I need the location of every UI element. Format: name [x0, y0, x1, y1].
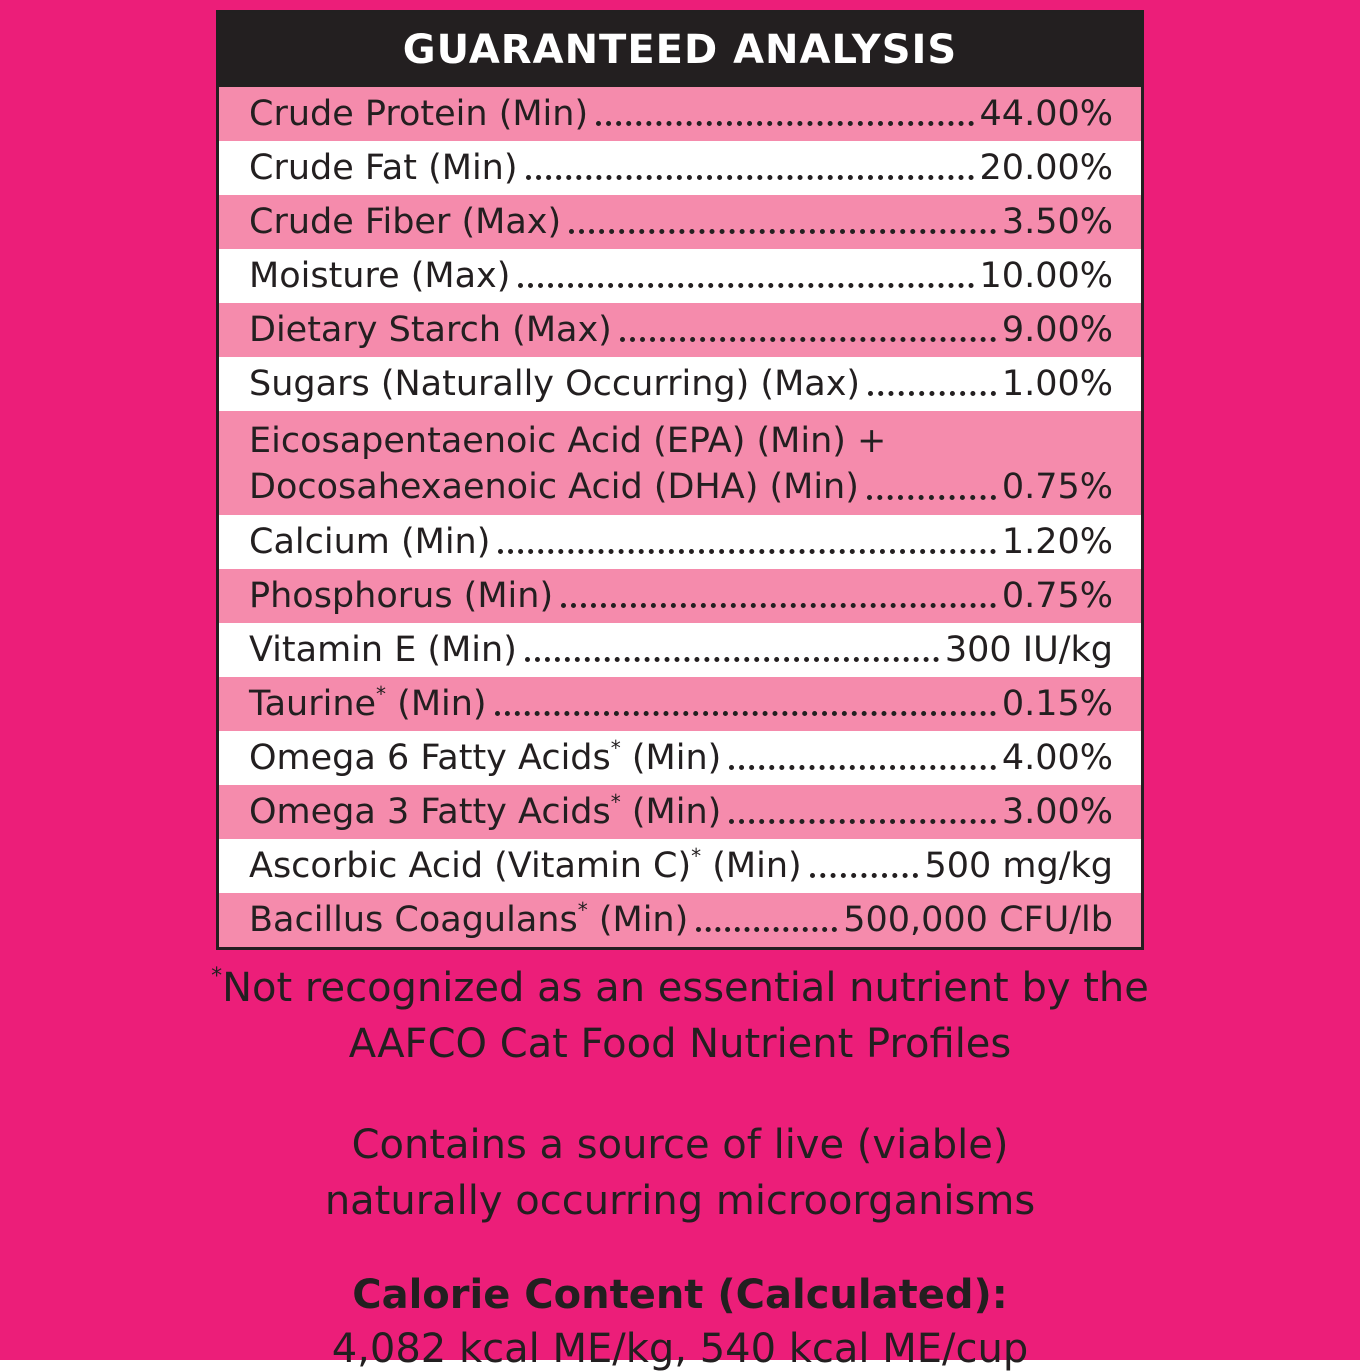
- panel-title: GUARANTEED ANALYSIS: [219, 13, 1141, 87]
- nutrient-label-line1: Eicosapentaenoic Acid (EPA) (Min) +: [249, 421, 887, 461]
- nutrient-qualifier: (Min): [620, 792, 722, 832]
- dot-leader: [596, 121, 973, 126]
- nutrient-value: 3.50%: [1001, 202, 1113, 242]
- nutrient-qualifier: (Min): [620, 738, 722, 778]
- dot-leader: [729, 819, 996, 824]
- nutrient-label: Moisture (Max): [249, 256, 511, 296]
- analysis-row-crude-fiber: [219, 195, 1141, 249]
- analysis-row-epa-dha: [219, 411, 1141, 515]
- nutrient-label: Vitamin E (Min): [249, 630, 517, 670]
- nutrient-label: Crude Fat (Min): [249, 148, 518, 188]
- footnote-line1: [150, 960, 1210, 1016]
- nutrient-label: Sugars (Naturally Occurring) (Max): [249, 364, 861, 404]
- footnote-text: Not recognized as an essential nutrient by the: [222, 965, 1149, 1011]
- nutrient-label: [249, 683, 487, 725]
- nutrient-value: 300 IU/kg: [944, 630, 1113, 670]
- dot-leader: [620, 337, 996, 342]
- nutrient-label: [249, 899, 688, 941]
- nutrient-value: 1.20%: [1001, 522, 1113, 562]
- nutrient-value: 0.75%: [1001, 467, 1113, 507]
- nutrient-value: 500 mg/kg: [924, 846, 1113, 886]
- nutrient-label-line2: Docosahexaenoic Acid (DHA) (Min): [249, 467, 859, 507]
- analysis-row-crude-fat: [219, 141, 1141, 195]
- dot-leader: [495, 711, 996, 716]
- dot-leader: [518, 283, 973, 288]
- dot-leader: [526, 175, 974, 180]
- asterisk-mark: *: [211, 964, 223, 989]
- nutrient-value: 20.00%: [979, 148, 1113, 188]
- dot-leader: [867, 495, 996, 500]
- analysis-rows: [219, 87, 1141, 947]
- calorie-content-value: 4,082 kcal ME/kg, 540 kcal ME/cup: [331, 1326, 1029, 1372]
- nutrient-label: Crude Protein (Min): [249, 94, 589, 134]
- nutrient-name: Omega 6 Fatty Acids: [249, 738, 611, 778]
- probiotic-note: [150, 1117, 1210, 1229]
- dot-leader: [868, 391, 996, 396]
- nutrient-name: Bacillus Coagulans: [249, 900, 578, 940]
- nutrient-line2: [249, 465, 1113, 509]
- aafco-footnote: [150, 960, 1210, 1072]
- nutrient-value: 44.00%: [979, 94, 1113, 134]
- nutrient-qualifier: (Min): [587, 900, 689, 940]
- guaranteed-analysis-panel: [216, 10, 1144, 950]
- probiotic-line2: naturally occurring microorganisms: [324, 1178, 1036, 1224]
- probiotic-line1: Contains a source of live (viable): [351, 1122, 1009, 1168]
- nutrient-qualifier: (Min): [386, 684, 487, 724]
- dot-leader: [498, 549, 995, 554]
- analysis-row-bacillus-coagulans: [219, 893, 1141, 947]
- analysis-row-ascorbic-acid: [219, 839, 1141, 893]
- nutrient-name: Omega 3 Fatty Acids: [249, 792, 611, 832]
- asterisk-mark: *: [610, 736, 621, 760]
- dot-leader: [569, 229, 996, 234]
- analysis-row-moisture: [219, 249, 1141, 303]
- analysis-row-sugars: [219, 357, 1141, 411]
- nutrient-value: 1.00%: [1001, 364, 1113, 404]
- nutrient-value: 500,000 CFU/lb: [843, 900, 1113, 940]
- analysis-row-phosphorus: [219, 569, 1141, 623]
- nutrient-label: [249, 737, 721, 779]
- asterisk-mark: *: [376, 682, 387, 706]
- asterisk-mark: *: [577, 898, 588, 922]
- analysis-row-omega-6: [219, 731, 1141, 785]
- nutrient-label: [249, 791, 721, 833]
- nutrient-label: Phosphorus (Min): [249, 576, 554, 616]
- analysis-row-taurine: [219, 677, 1141, 731]
- nutrient-label: [249, 845, 802, 887]
- nutrient-name: Taurine: [249, 684, 377, 724]
- dot-leader: [525, 657, 939, 662]
- analysis-row-dietary-starch: [219, 303, 1141, 357]
- nutrient-value: 3.00%: [1001, 792, 1113, 832]
- analysis-row-vitamin-e: [219, 623, 1141, 677]
- footnote-line2: AAFCO Cat Food Nutrient Profiles: [348, 1021, 1012, 1067]
- nutrient-value: 4.00%: [1001, 738, 1113, 778]
- analysis-row-omega-3: [219, 785, 1141, 839]
- nutrient-value: 9.00%: [1001, 310, 1113, 350]
- nutrient-label: Calcium (Min): [249, 522, 491, 562]
- dot-leader: [810, 873, 919, 878]
- calorie-content-title: Calorie Content (Calculated):: [352, 1272, 1008, 1318]
- dot-leader: [561, 603, 996, 608]
- nutrient-value: 0.15%: [1001, 684, 1113, 724]
- analysis-row-calcium: [219, 515, 1141, 569]
- asterisk-mark: *: [691, 844, 702, 868]
- nutrient-label: Dietary Starch (Max): [249, 310, 612, 350]
- dot-leader: [729, 765, 996, 770]
- nutrient-qualifier: (Min): [701, 846, 802, 886]
- nutrient-value: 10.00%: [979, 256, 1113, 296]
- dot-leader: [696, 927, 837, 932]
- asterisk-mark: *: [610, 790, 621, 814]
- analysis-row-crude-protein: [219, 87, 1141, 141]
- nutrient-value: 0.75%: [1001, 576, 1113, 616]
- nutrient-label: Crude Fiber (Max): [249, 202, 562, 242]
- nutrient-name: Ascorbic Acid (Vitamin C): [249, 846, 692, 886]
